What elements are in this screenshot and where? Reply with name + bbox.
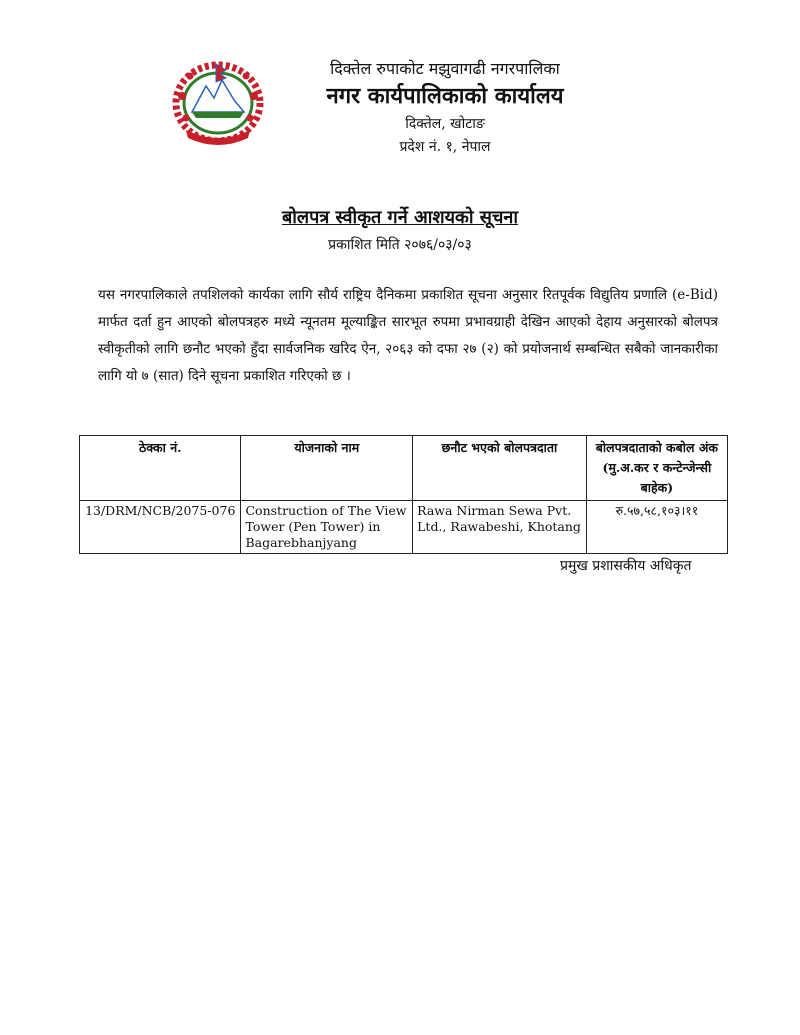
published-date: प्रकाशित मिति २०७६/०३/०३ <box>328 237 472 253</box>
header-contract-no: ठेक्का नं. <box>80 436 241 501</box>
header-project-name: योजनाको नाम <box>241 436 413 501</box>
municipality-emblem <box>168 56 268 148</box>
header-selected-bidder: छनौट भएको बोलपत्रदाता <box>413 436 587 501</box>
province-line: प्रदेश नं. १, नेपाल <box>399 139 491 155</box>
signatory-title: प्रमुख प्रशासकीय अधिकृत <box>560 558 692 574</box>
office-address: दिक्तेल, खोटाङ <box>405 116 485 132</box>
notice-title: बोलपत्र स्वीकृत गर्ने आशयको सूचना <box>281 207 519 228</box>
notice-body: यस नगरपालिकाले तपशिलको कार्यका लागि सौर्य राष्ट्रिय दैनिकमा प्रकाशित सूचना अनुसार रितपूर्वक विद्युतिय प्रणालि (e-Bid) मार्फत दर्ता हुन आएको बोलपत्रहरु मध्ये न्यूनतम मूल्याङ्कित सारभूत रुपमा प्रभावग्राही देखिन आएको देहाय अनुसारको बोलपत्र स्वीकृतीको लागि छनौट भएको हुँदा सार्वजनिक खरिद ऐन, २०६३ को दफा २७ (२) को प्रयोजनार्थ सम्बन्धित सबैको जानकारीका लागि यो ७ (सात) दिने सूचना प्रकाशित गरिएको छ । <box>98 287 718 384</box>
header-bid-amount: बोलपत्रदाताको कबोल अंक (मु.अ.कर र कन्टेन्जेन्सी बाहेक) <box>586 436 727 501</box>
office-name: नगर कार्यपालिकाको कार्यालय <box>326 83 564 109</box>
cell-bidder: Rawa Nirman Sewa Pvt. Ltd., Rawabeshi, Khotang <box>413 501 587 554</box>
office-header <box>280 58 610 158</box>
notice-title-wrap <box>0 205 800 231</box>
bid-table <box>79 435 728 554</box>
table-header-row <box>80 436 728 501</box>
cell-project-name: Construction of The View Tower (Pen Tower) in Bagarebhanjyang <box>241 501 413 554</box>
table-row <box>80 501 728 554</box>
municipality-name: दिक्तेल रुपाकोट मझुवागढी नगरपालिका <box>330 59 560 78</box>
cell-contract-no: 13/DRM/NCB/2075-076 <box>80 501 241 554</box>
cell-bid-amount: रु.५७,५८,१०३।११ <box>586 501 727 554</box>
